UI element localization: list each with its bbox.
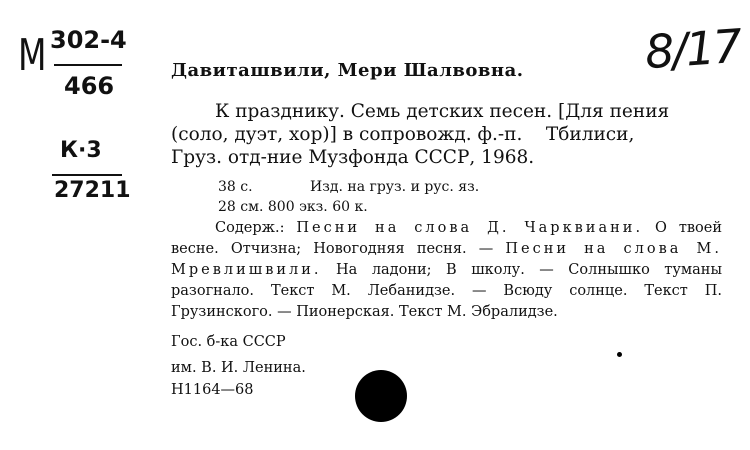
contents-lead: Содерж.:: [215, 220, 297, 236]
ink-dot: [617, 352, 622, 357]
language-note: Изд. на груз. и рус. яз.: [310, 179, 480, 195]
title-line-2: (соло, дуэт, хор)] в сопровожд. ф.-п. Тбилиси,: [171, 124, 635, 145]
handwritten-call-denominator: 466: [64, 72, 115, 100]
ink-blot: [355, 370, 407, 422]
library-line-1: Гос. б-ка СССР: [171, 334, 286, 350]
handwritten-shelf-number: 27211: [54, 178, 131, 203]
contents-section-2: Песни на слова М. Мревлишвили.: [171, 241, 723, 278]
contents-note: [171, 218, 722, 323]
size-print-run: 28 см. 800 экз. 60 к.: [218, 199, 368, 215]
title-line-1: К празднику. Семь детских песен. [Для пения: [215, 101, 670, 122]
handwritten-call-number: 302-4: [50, 26, 127, 54]
handwritten-call-prefix: М: [18, 30, 47, 81]
page-count: 38 с.: [218, 179, 253, 195]
handwritten-corner-note: 8/17: [642, 18, 742, 80]
title-line-3: Груз. отд-ние Музфонда СССР, 1968.: [171, 147, 535, 168]
handwritten-fraction-line: [54, 64, 122, 66]
contents-text-2: На ладони; В школу. — Солнышко туманы разогнало. Текст М. Лебанидзе. — Всюду солнце. Текст П. Грузинского. — Пионерская. Текст М. Эбралидзе.: [171, 262, 722, 320]
contents-text-1: О твоей весне. Отчизна; Новогодняя песня. —: [171, 220, 723, 257]
library-line-2: им. В. И. Ленина.: [171, 360, 306, 376]
contents-section-1: Песни на слова Д. Чарквиани.: [296, 220, 644, 236]
author-heading: Давиташвили, Мери Шалвовна.: [171, 60, 524, 81]
handwritten-shelf-line: [52, 174, 122, 176]
card-code: Н1164—68: [171, 382, 254, 398]
handwritten-shelf-code: К·3: [60, 138, 102, 163]
